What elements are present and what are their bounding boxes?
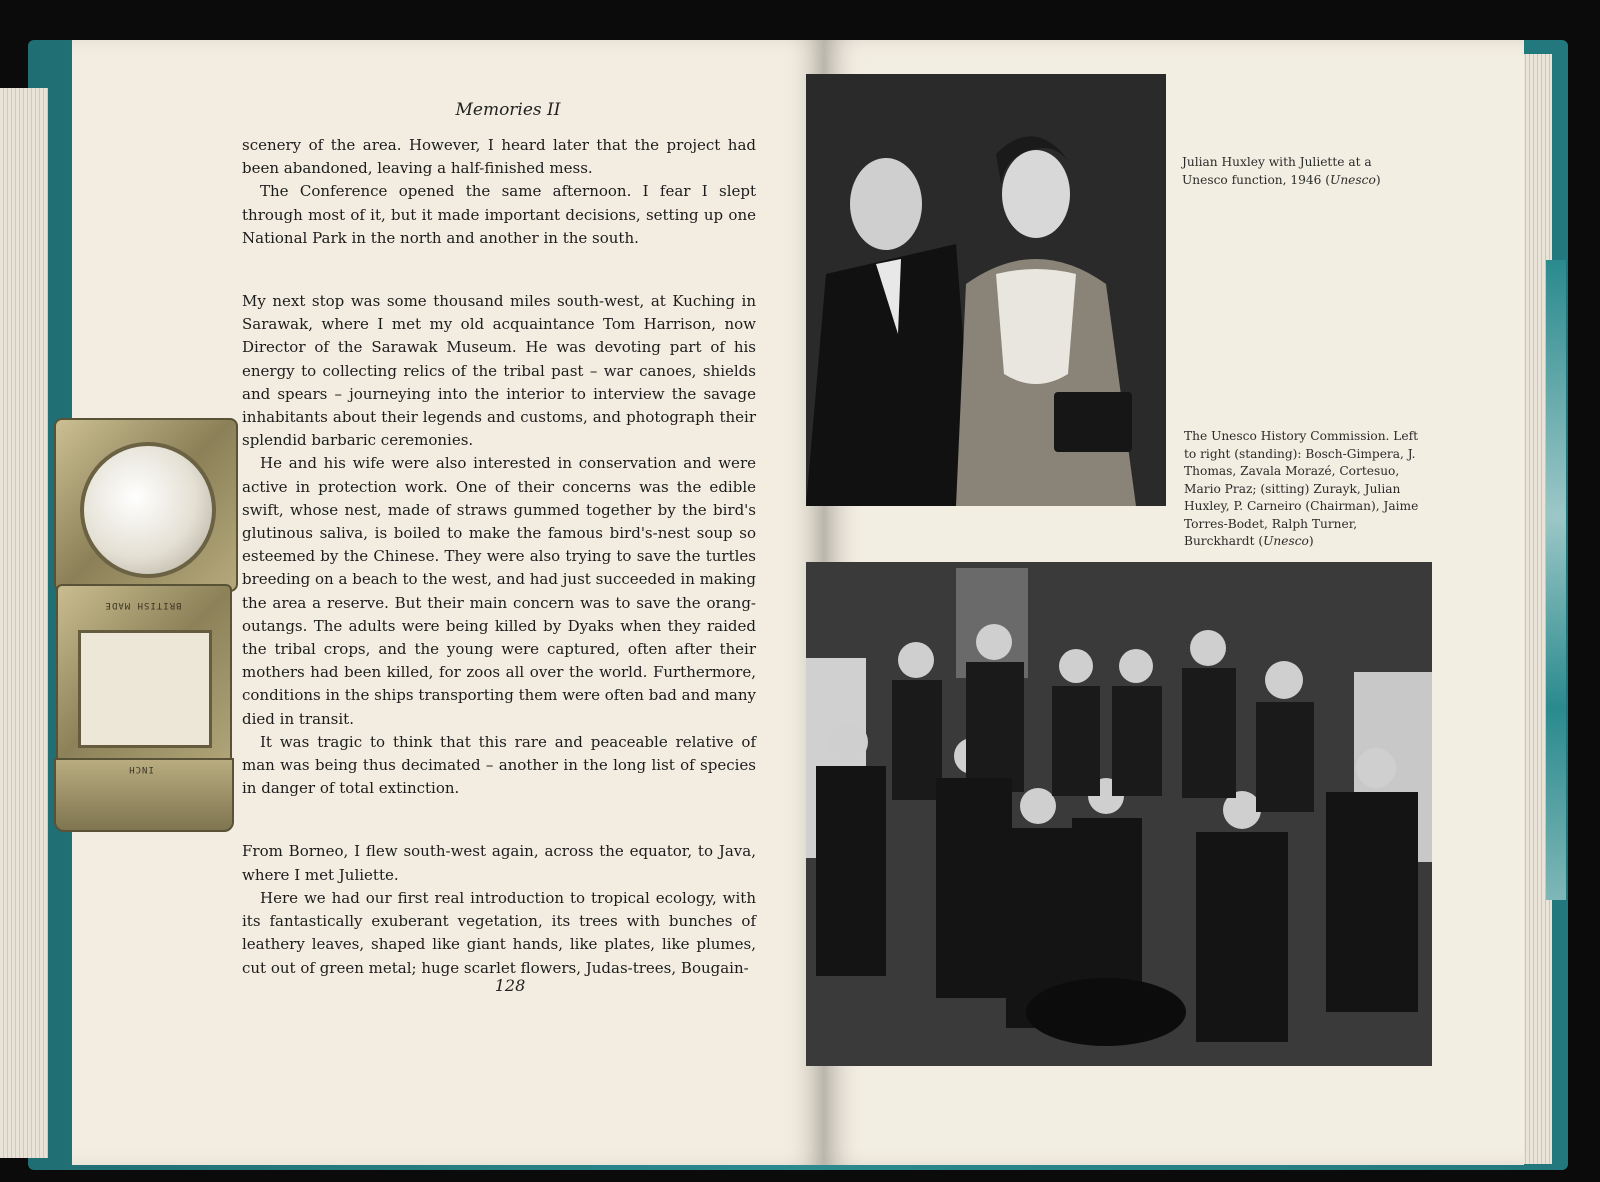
- body-text: [242, 134, 756, 980]
- photo-caption-1: [1182, 154, 1418, 189]
- photo-caption-2: [1184, 428, 1420, 551]
- caption-text: The Unesco History Commission. Left to right (standing): Bosch-Gimpera, J. Thomas, Zavala Morazé, Cortesuo, Mario Praz; (sitting) Zurayk, Julian Huxley, P. Carneiro (Chairman), Jaime Torres-Bodet, Ralph Turner, Burckhardt (: [1184, 429, 1419, 548]
- page-edges-left: [0, 88, 48, 1158]
- loupe-base: [56, 584, 232, 764]
- magnifier-loupe[interactable]: [54, 418, 234, 830]
- paragraph: It was tragic to think that this rare and peaceable relative of man was being thus decimated – another in the long list of species in danger of total extinction.: [242, 732, 756, 798]
- photo-illustration: [806, 74, 1166, 506]
- loupe-stamp-inch: INCH: [128, 764, 154, 774]
- caption-text: Julian Huxley with Juliette at a Unesco function, 1946 (: [1182, 155, 1372, 187]
- photo-huxley-juliette: [806, 74, 1166, 506]
- paragraph: Here we had our first real introduction to tropical ecology, with its fantastically exuberant vegetation, its trees with bunches of leathery leaves, shaped like giant hands, like plates, like plumes, cut out of green metal; huge scarlet flowers, Judas-trees, Bougain-: [242, 888, 756, 977]
- loupe-stamp: BRITISH MADE: [104, 600, 182, 610]
- paragraph: scenery of the area. However, I heard later that the project had been abandoned, leaving a half-finished mess.: [242, 136, 756, 178]
- cover-wear: [1546, 260, 1566, 900]
- loupe-frame: [54, 418, 238, 592]
- page-number: 128: [494, 976, 526, 995]
- caption-close: ): [1375, 172, 1381, 187]
- loupe-window: [78, 630, 212, 748]
- photo-history-commission: [806, 562, 1432, 1066]
- section-break: [242, 800, 756, 840]
- section-break: [242, 250, 756, 290]
- magnifying-lens: [80, 442, 216, 578]
- paragraph: He and his wife were also interested in conservation and were active in protection work. One of their concerns was the edible swift, whose nest, made of straws gummed together by the bird's glutinous saliva, is boiled to make the famous bird's-nest soup so esteemed by the Chinese. They were also trying to save the turtles breeding on a beach to the west, and had just succeeded in making the area a reserve. But their main concern was to save the orang-outangs. The adults were being killed by Dyaks when they raided the tribal crops, and the young were captured, often after their mothers had been killed, for zoos all over the world. Furthermore, conditions in the ships transporting them were often bad and many died in transit.: [242, 454, 756, 728]
- paragraph: The Conference opened the same afternoon. I fear I slept through most of it, but it made important decisions, setting up one National Park in the north and another in the south.: [242, 182, 756, 247]
- caption-credit: Unesco: [1263, 534, 1309, 548]
- paragraph: From Borneo, I flew south-west again, across the equator, to Java, where I met Juliette.: [242, 842, 756, 884]
- paragraph: My next stop was some thousand miles south-west, at Kuching in Sarawak, where I met my old acquaintance Tom Harrison, now Director of the Sarawak Museum. He was devoting part of his energy to collecting relics of the tribal past – war canoes, shields and spears – journeying into the interior to interview the savage inhabitants about their legends and customs, and photograph their splendid barbaric ceremonies.: [242, 292, 756, 450]
- loupe-hinge: [54, 758, 234, 832]
- caption-credit: Unesco: [1330, 172, 1376, 187]
- running-head: Memories II: [455, 100, 561, 120]
- caption-close: ): [1308, 534, 1314, 548]
- group-photo-illustration: [806, 562, 1432, 1066]
